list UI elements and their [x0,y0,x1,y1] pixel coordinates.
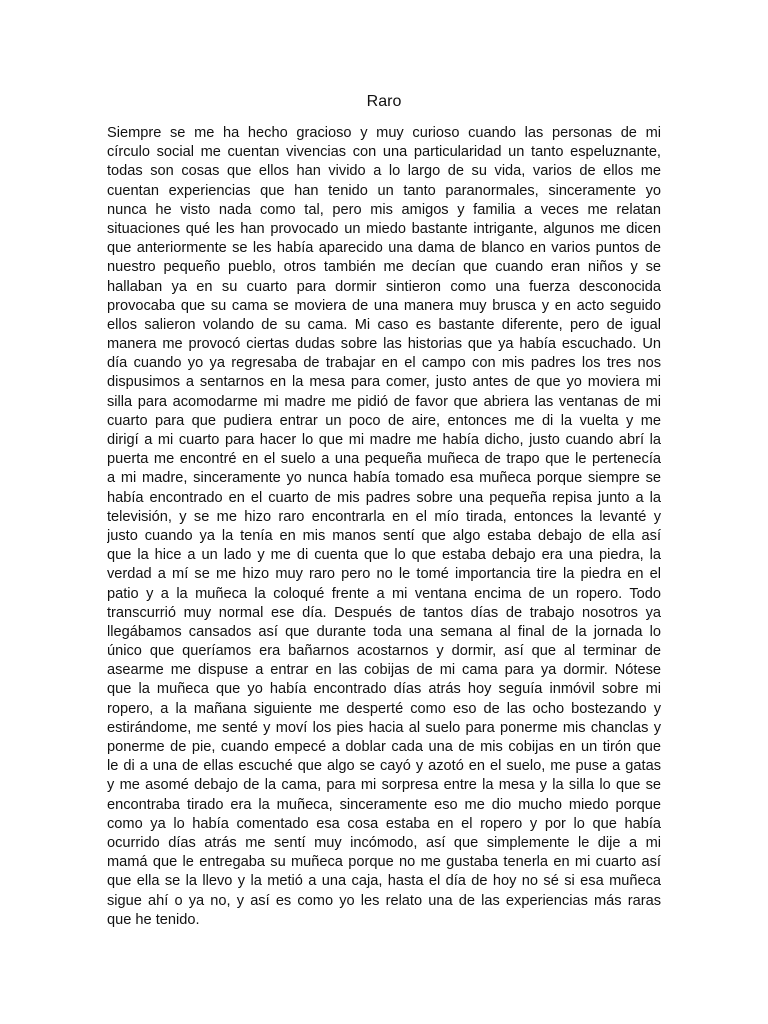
body-line: encontraba tirado era la muñeca, sinceramente eso me dio mucho miedo porque [107,796,661,813]
body-line: único que queríamos era bañarnos acostarnos y dormir, así que al terminar de [107,643,661,660]
body-line: Siempre se me ha hecho gracioso y muy curioso cuando las personas de mi [107,125,661,141]
body-line: hallaban ya en su cuarto para dormir sintieron como una fuerza desconocida [107,278,661,295]
body-line: asearme me dispuse a entrar en las cobijas de mi cama para ya dormir. Nótese [107,662,661,679]
body-line: justo cuando ya la tenía en mis manos sentí que algo estaba debajo de ella así [107,527,661,544]
body-line: ropero, a la mañana siguiente me desperté como eso de las ocho bostezando y [107,700,661,717]
body-line: patio y a la muñeca la coloqué frente a mi ventana encima de un ropero. Todo [107,585,661,602]
body-line: manera me provocó ciertas dudas sobre las historias que ya había escuchado. Un [107,336,661,353]
body-line: sigue ahí o ya no, y así es como yo les relato una de las experiencias más raras [107,892,661,909]
body-line: televisión, y se me hizo raro encontrarla en el mío tirada, entonces la levanté y [107,508,661,525]
body-line: nunca he visto nada como tal, pero mis amigos y familia a veces me relatan [107,201,661,218]
body-line: a mi madre, sinceramente yo nunca había tomado esa muñeca porque siempre se [107,470,661,487]
body-line: cuarto para que pudiera entrar un poco de aire, entonces me di la vuelta y me [107,412,661,429]
body-line: nuestro pequeño pueblo, otros también me decían que cuando eran niños y se [107,259,661,276]
body-line: todas son cosas que ellos han vivido a lo largo de su vida, varios de ellos me [107,163,661,180]
body-line: cuentan experiencias que han tenido un tanto paranormales, sinceramente yo [107,182,661,199]
body-line: y me asomé debajo de la cama, para mi sorpresa entre la mesa y la silla lo que se [107,777,661,794]
document-title: Raro [366,93,402,110]
body-line: llegábamos cansados así que durante toda una semana al final de la jornada lo [107,623,661,640]
body-line: círculo social me cuentan vivencias con una particularidad un tanto espeluznante, [107,144,661,161]
document-body [107,124,661,930]
body-line: transcurrió muy normal ese día. Después de tantos días de trabajo nosotros ya [107,604,661,621]
body-line: que la muñeca que yo había encontrado días atrás hoy seguía inmóvil sobre mi [107,681,661,698]
body-line: ellos salieron volando de su cama. Mi caso es bastante diferente, pero de igual [107,316,661,333]
body-line: que he tenido. [107,911,200,928]
body-line: día cuando yo ya regresaba de trabajar en el campo con mis padres los tres nos [107,355,661,372]
body-line: situaciones qué les han provocado un miedo bastante intrigante, algunos me dicen [107,220,661,237]
body-line: puerta me encontré en el suelo a una pequeña muñeca de trapo que le pertenecía [107,451,661,468]
body-line: dispusimos a sentarnos en la mesa para comer, justo antes de que yo moviera mi [107,374,661,391]
body-line: verdad a mí se me hizo muy raro pero no le tomé importancia tire la piedra en el [107,566,661,583]
body-line: silla para acomodarme mi madre me pidió de favor que abriera las ventanas de mi [107,393,661,410]
body-line: había encontrado en el cuarto de mis padres sobre una pequeña repisa junto a la [107,489,661,506]
body-line: que anteriormente se les había aparecido una dama de blanco en varios puntos de [107,240,661,257]
body-line: provocaba que su cama se moviera de una manera muy brusca y en acto seguido [107,297,661,314]
body-line: que ella se la llevo y la metió a una caja, hasta el día de hoy no sé si esa muñeca [107,873,661,890]
body-line: ocurrido días atrás me sentí muy incómodo, así que simplemente le dije a mi [107,834,661,851]
body-line: ponerme de pie, cuando empecé a doblar cada una de mis cobijas en un tirón que [107,739,661,755]
body-line: le di a una de ellas escuché que algo se cayó y azotó en el suelo, me puse a gatas [107,758,661,775]
body-line: que la hice a un lado y me di cuenta que lo que estaba debajo era una piedra, la [107,547,661,564]
body-line: mamá que le entregaba su muñeca porque no me gustaba tenerla en mi cuarto así [107,854,661,871]
body-line: como ya lo había comentado esa cosa estaba en el ropero y por lo que había [107,815,661,832]
body-line: dirigí a mi cuarto para hacer lo que mi madre me había dicho, justo cuando abrí la [107,432,661,448]
body-line: estirándome, me senté y moví los pies hacia al suelo para ponerme mis chanclas y [107,719,661,736]
